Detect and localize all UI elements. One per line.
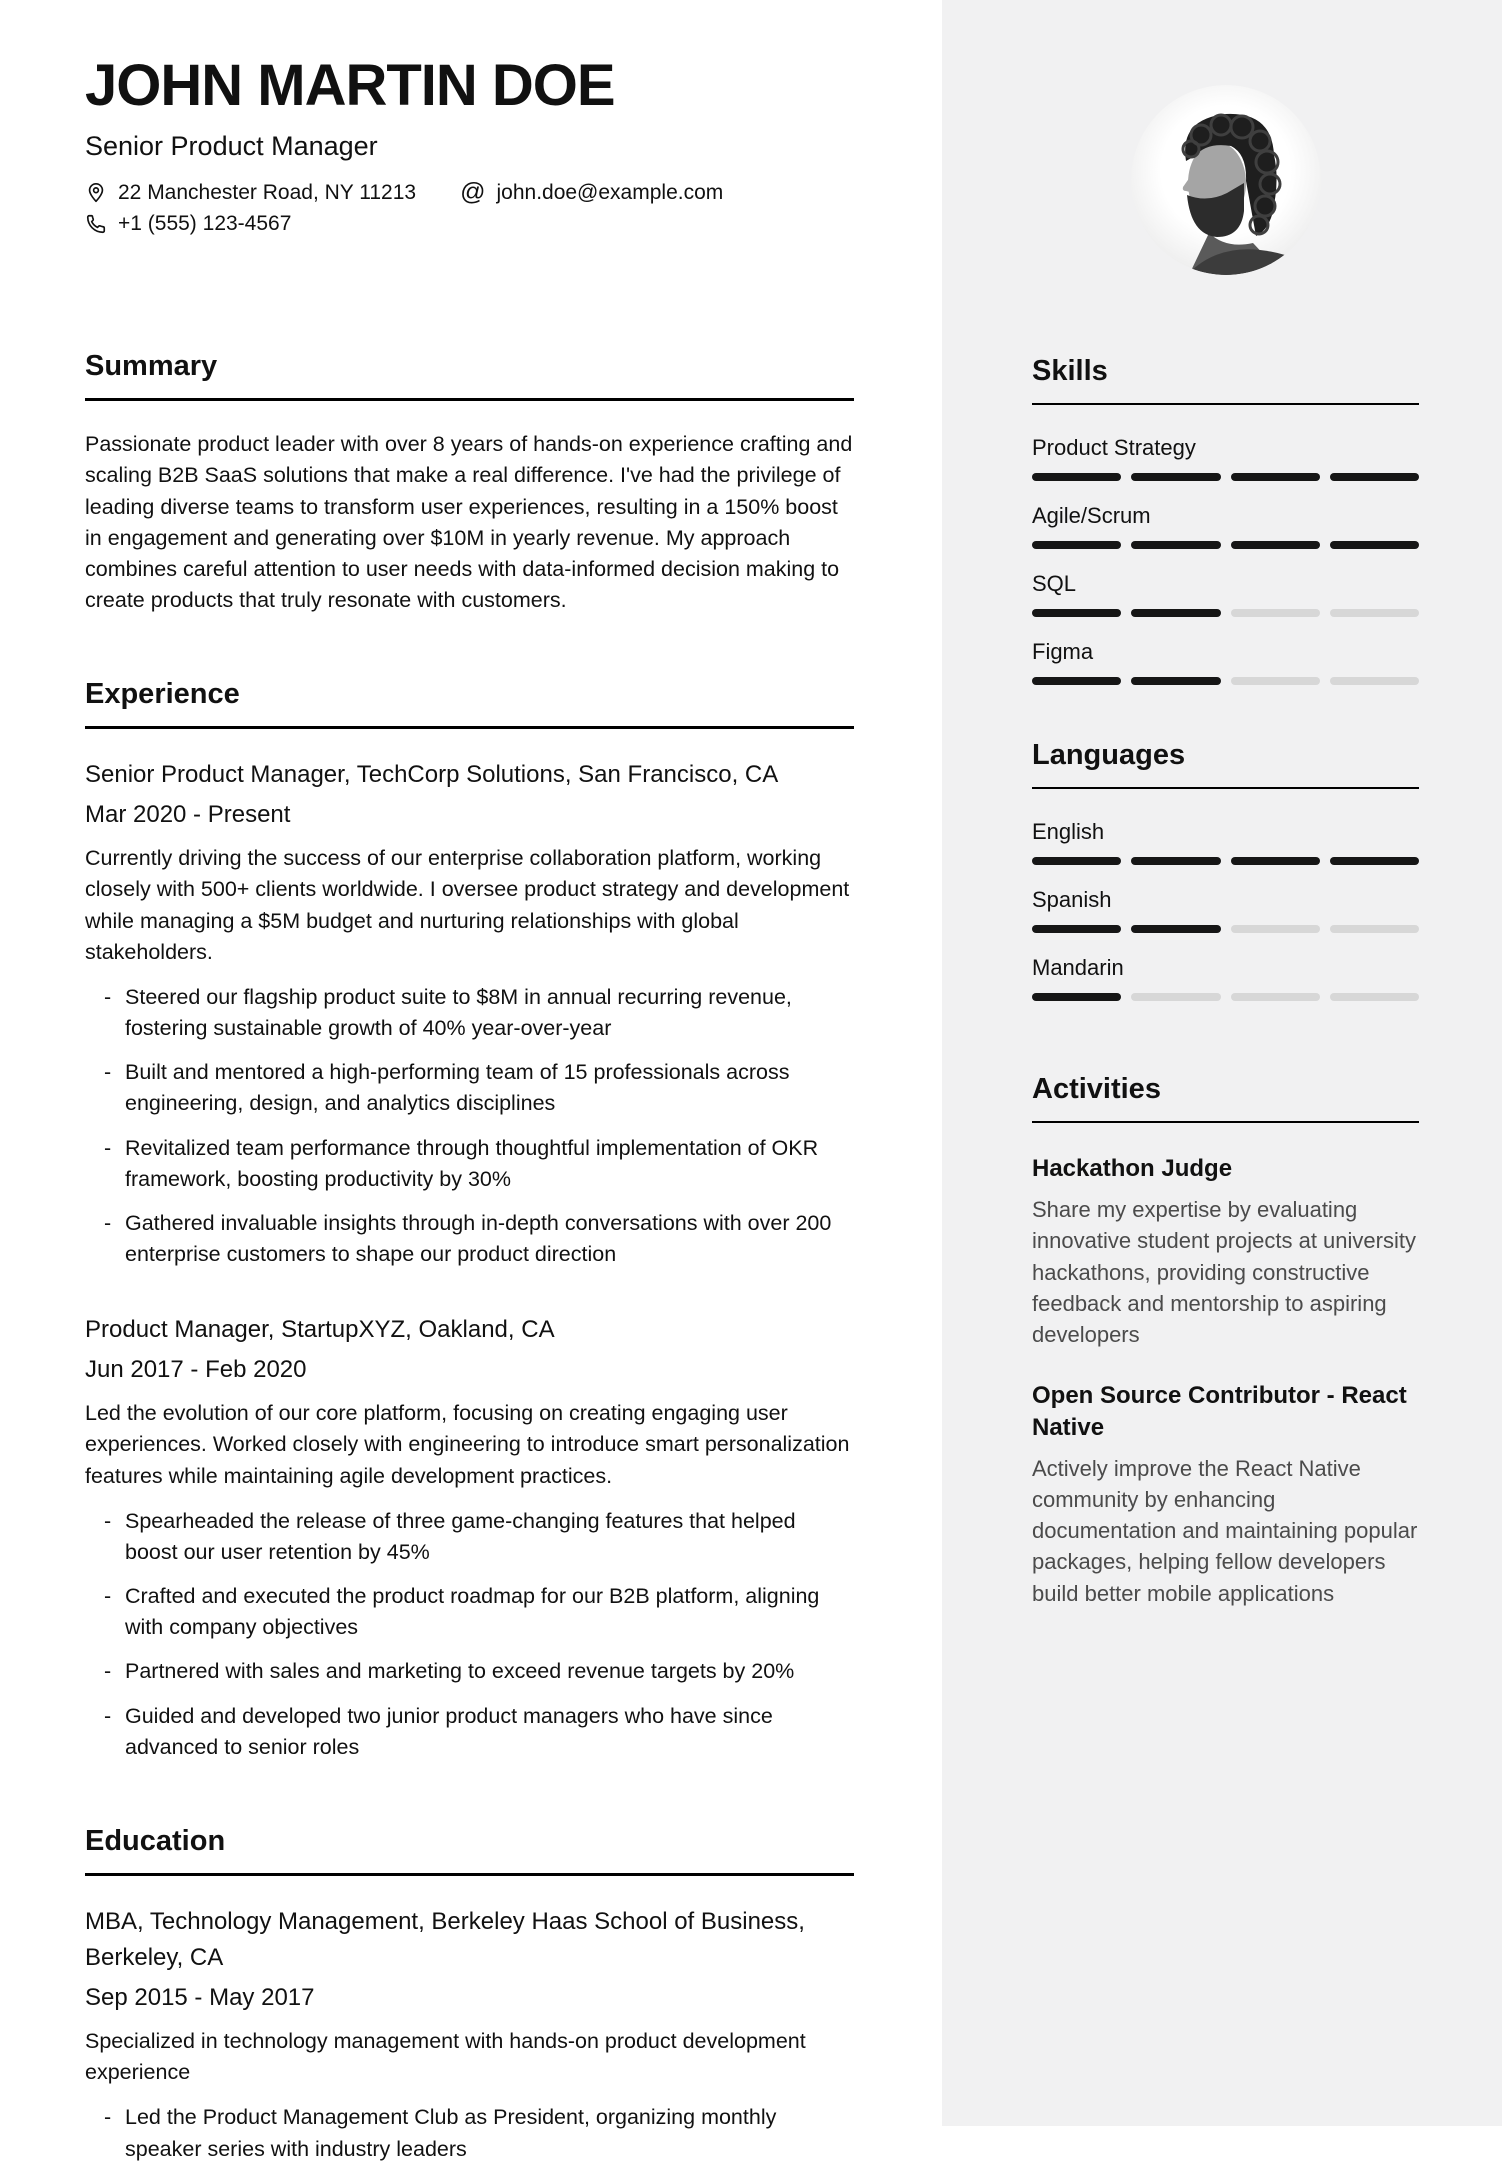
meter-segment [1330,473,1419,481]
language-label: English [1032,819,1105,844]
activity-item [1032,1380,1419,1609]
bullet-item [85,2102,854,2164]
contact-block [85,180,854,236]
bullet-marker: - [104,1060,112,1085]
language-meter [1032,857,1419,865]
bullet-item [85,1506,854,1568]
meter-segment [1131,857,1220,865]
language-label: Mandarin [1032,955,1124,980]
activity-description: Actively improve the React Native community by enhancing documentation and maintaining popular packages, helping fellow developers build better mobile applications [1032,1455,1418,1606]
skills-section [1032,355,1419,685]
bullet-marker: - [104,1135,112,1160]
email-text: john.doe@example.com [496,180,724,204]
bullet-text: Revitalized team performance through thoughtful implementation of OKR framework, boosting productivity by 30% [125,1135,819,1191]
meter-segment [1032,677,1121,685]
profile-photo [1131,85,1321,275]
meter-segment [1330,925,1419,933]
meter-segment [1231,677,1320,685]
meter-segment [1131,541,1220,549]
person-name: JOHN MARTIN DOE [85,53,615,118]
bullet-item [85,1057,854,1119]
meter-segment [1330,609,1419,617]
activities-section [1032,1073,1419,1609]
at-icon: @ [460,178,486,207]
phone-text: +1 (555) 123-4567 [118,212,292,236]
bullet-marker: - [104,1659,112,1684]
languages-heading: Languages [1032,739,1419,789]
meter-segment [1231,857,1320,865]
activities-heading: Activities [1032,1073,1419,1123]
degree-dates: Sep 2015 - May 2017 [85,1984,315,2011]
meter-segment [1032,541,1121,549]
skill-meter [1032,541,1419,549]
person-job-title: Senior Product Manager [85,130,378,161]
meter-segment [1131,677,1220,685]
bullet-text: Crafted and executed the product roadmap for our B2B platform, aligning with company objectives [125,1584,820,1640]
meter-segment [1032,473,1121,481]
language-item [1032,887,1419,933]
activity-title: Open Source Contributor - React Native [1032,1382,1407,1441]
map-pin-icon [85,182,107,204]
skill-meter [1032,677,1419,685]
bullet-text: Built and mentored a high-performing team of 15 professionals across engineering, design, and analytics disciplines [125,1060,790,1116]
meter-segment [1330,993,1419,1001]
meter-segment [1231,473,1320,481]
meter-segment [1231,541,1320,549]
bullet-item [85,1701,854,1763]
meter-segment [1131,993,1220,1001]
skill-item [1032,435,1419,481]
meter-segment [1131,609,1220,617]
job-description: Currently driving the success of our enterprise collaboration platform, working closely with 500+ clients worldwide. I oversee product strategy and development while managing a $5M budget and nurturing relationships with global stakeholders. [85,846,850,964]
language-meter [1032,993,1419,1001]
meter-segment [1330,857,1419,865]
bullet-text: Gathered invaluable insights through in-depth conversations with over 200 enterprise customers to shape our product direction [125,1210,832,1267]
meter-segment [1231,609,1320,617]
bullet-marker: - [104,984,112,1009]
meter-segment [1231,925,1320,933]
bullet-text: Guided and developed two junior product managers who have since advanced to senior roles [125,1703,773,1759]
bullet-marker: - [104,1703,112,1728]
bullet-text: Steered our flagship product suite to $8M in annual recurring revenue, fostering sustainable growth of 40% year-over-year [125,984,792,1041]
meter-segment [1131,473,1220,481]
skills-heading: Skills [1032,355,1419,405]
contact-email [460,180,723,205]
job-description: Led the evolution of our core platform, focusing on creating engaging user experiences. Worked closely with engineering to introduce smart personalization features while maintaining agile development practices. [85,1401,850,1488]
meter-segment [1032,609,1121,617]
skill-item [1032,571,1419,617]
bullet-item [85,1133,854,1195]
job-dates: Mar 2020 - Present [85,801,291,829]
meter-segment [1032,857,1121,865]
language-label: Spanish [1032,887,1112,912]
experience-heading: Experience [85,678,854,729]
experience-section [85,678,854,1763]
job-title: Senior Product Manager, TechCorp Solutions, San Francisco, CA [85,761,779,789]
summary-text: Passionate product leader with over 8 years of hands-on experience crafting and scaling B2B SaaS solutions that make a real difference. I've had the privilege of leading diverse teams to transform user experiences, resulting in a 150% boost in engagement and generating over $10M in yearly revenue. My approach combines careful attention to user needs with data-informed decision making to create products that truly resonate with customers. [85,432,853,613]
bullet-text: Led the Product Management Club as President, organizing monthly speaker series with industry leaders [125,2105,777,2161]
meter-segment [1330,677,1419,685]
skill-meter [1032,609,1419,617]
meter-segment [1231,993,1320,1001]
job-dates: Jun 2017 - Feb 2020 [85,1356,307,1384]
contact-address [85,181,416,205]
summary-heading: Summary [85,350,854,401]
education-bullet-list [85,2102,854,2164]
skill-label: Product Strategy [1032,435,1196,460]
bullet-item [85,1581,854,1643]
bullet-item [85,982,854,1044]
job-bullet-list [85,982,854,1270]
skill-item [1032,639,1419,685]
phone-icon [85,213,107,235]
bullet-marker: - [104,1210,112,1235]
language-meter [1032,925,1419,933]
job-title: Product Manager, StartupXYZ, Oakland, CA [85,1316,555,1344]
summary-section [85,350,854,616]
skill-item [1032,503,1419,549]
contact-row [85,180,854,205]
job-entry [85,757,854,1270]
activity-item [1032,1153,1419,1350]
degree-title: MBA, Technology Management, Berkeley Haas School of Business, Berkeley, CA [85,1908,805,1971]
bullet-text: Partnered with sales and marketing to exceed revenue targets by 20% [125,1659,795,1684]
bullet-item [85,1656,854,1687]
language-item [1032,955,1419,1001]
activity-title: Hackathon Judge [1032,1155,1233,1182]
skill-label: Figma [1032,639,1094,664]
address-text: 22 Manchester Road, NY 11213 [118,180,417,204]
contact-phone [85,212,291,236]
job-entry [85,1312,854,1763]
meter-segment [1032,925,1121,933]
skill-label: Agile/Scrum [1032,503,1151,528]
activity-description: Share my expertise by evaluating innovative student projects at university hackathons, providing constructive feedback and mentorship to aspiring developers [1032,1197,1416,1348]
languages-section [1032,739,1419,1001]
skill-meter [1032,473,1419,481]
language-item [1032,819,1419,865]
skill-label: SQL [1032,571,1077,596]
bullet-text: Spearheaded the release of three game-changing features that helped boost our user retention by 45% [125,1508,796,1564]
job-bullet-list [85,1506,854,1763]
degree-description: Specialized in technology management with hands-on product development experience [85,2029,806,2085]
bullet-marker: - [104,2105,112,2130]
meter-segment [1330,541,1419,549]
education-heading: Education [85,1825,854,1876]
meter-segment [1032,993,1121,1001]
meter-segment [1131,925,1220,933]
bullet-item [85,1208,854,1270]
bullet-marker: - [104,1508,112,1533]
contact-row [85,212,854,236]
education-section [85,1825,854,2165]
bullet-marker: - [104,1584,112,1609]
resume-sidebar [942,0,1502,2126]
